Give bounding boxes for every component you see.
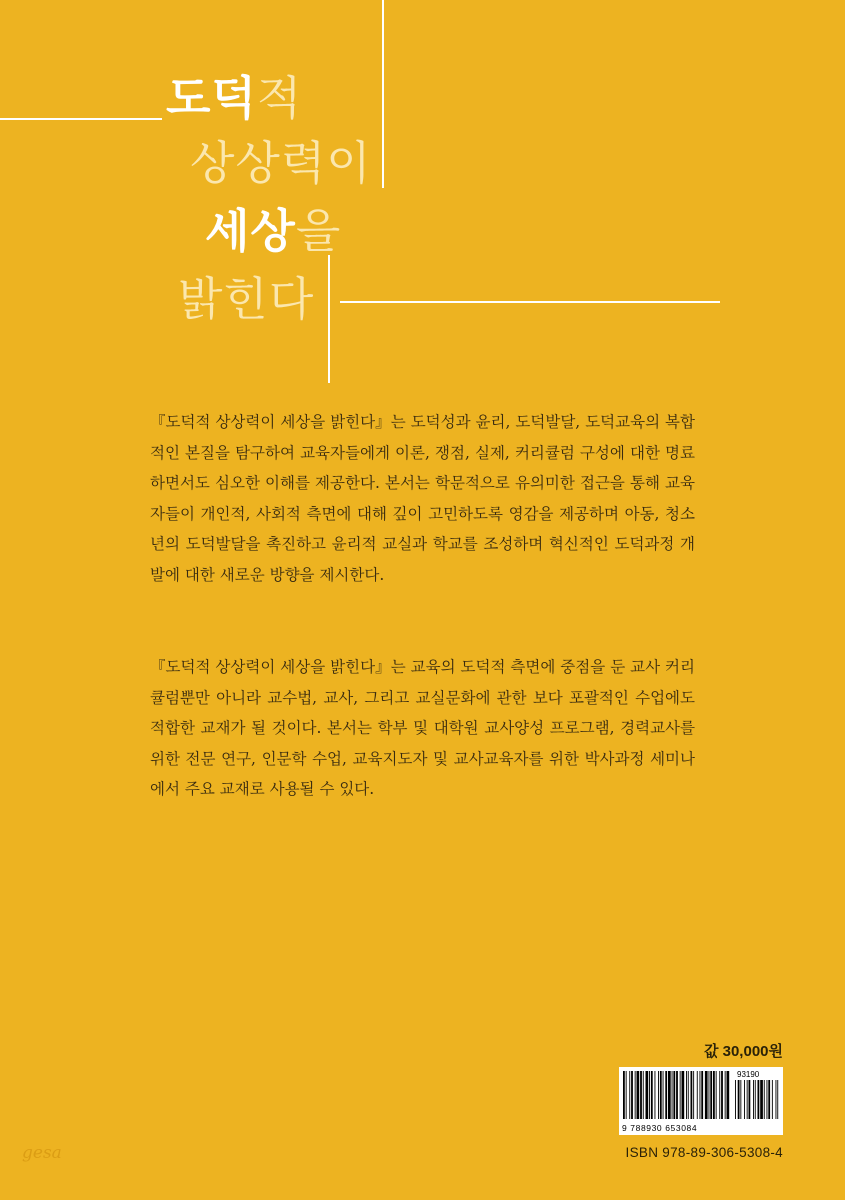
barcode-graphic [619, 1067, 783, 1135]
title-line-2 [190, 136, 372, 190]
title-line-3 [205, 204, 342, 258]
vertical-rule-bottom [328, 255, 330, 383]
svg-text:gesa: gesa [22, 1143, 62, 1163]
title-word-sesang: 세상 [205, 204, 296, 258]
title-word-eul: 을 [295, 204, 342, 258]
title-line-1 [166, 71, 303, 125]
vertical-rule-top [382, 0, 384, 188]
barcode-main-digits: 9 788930 653084 [622, 1123, 698, 1133]
title-word-jeok: 적 [256, 71, 303, 125]
title-word-sangsangryeogi: 상상력이 [190, 136, 372, 190]
title-word-balkinda: 밝힌다 [178, 272, 315, 326]
publisher-logo [20, 1138, 90, 1166]
isbn-barcode [619, 1067, 783, 1135]
description-paragraph-1: 『도덕적 상상력이 세상을 밝힌다』는 도덕성과 윤리, 도덕발달, 도덕교육의 복합적인 본질을 탐구하여 교육자들에게 이론, 쟁점, 실제, 커리큘럼 구성에 대한 명료하면서도 심오한 이해를 제공한다. 본서는 학문적으로 유의미한 접근을 통해 교육자들이 개인적, 사회적 측면에 대해 깊이 고민하도록 영감을 제공하며 아동, 청소년의 도덕발달을 촉진하고 윤리적 교실과 학교를 조성하며 혁신적인 도덕과정 개발에 대한 새로운 방향을 제시한다. [150, 413, 695, 584]
description-paragraph-2: 『도덕적 상상력이 세상을 밝힌다』는 교육의 도덕적 측면에 중점을 둔 교사 커리큘럼뿐만 아니라 교수법, 교사, 그리고 교실문화에 관한 보다 포괄적인 수업에도 적합한 교재가 될 것이다. 본서는 학부 및 대학원 교사양성 프로그램, 경력교사를 위한 전문 연구, 인문학 수업, 교육지도자 및 교사교육자를 위한 박사과정 세미나에서 주요 교재로 사용될 수 있다. [150, 658, 695, 798]
isbn-number: ISBN 978-89-306-5308-4 [625, 1145, 783, 1160]
barcode-main-bars [623, 1071, 729, 1119]
barcode-addon-code: 93190 [737, 1070, 760, 1079]
horizontal-rule-left [0, 118, 162, 120]
title-word-dodeok: 도덕 [166, 71, 257, 125]
title-line-4 [178, 272, 315, 326]
price-label: 값 30,000원 [703, 1043, 783, 1060]
horizontal-rule-right [340, 301, 720, 303]
barcode-addon-bars [735, 1080, 778, 1119]
